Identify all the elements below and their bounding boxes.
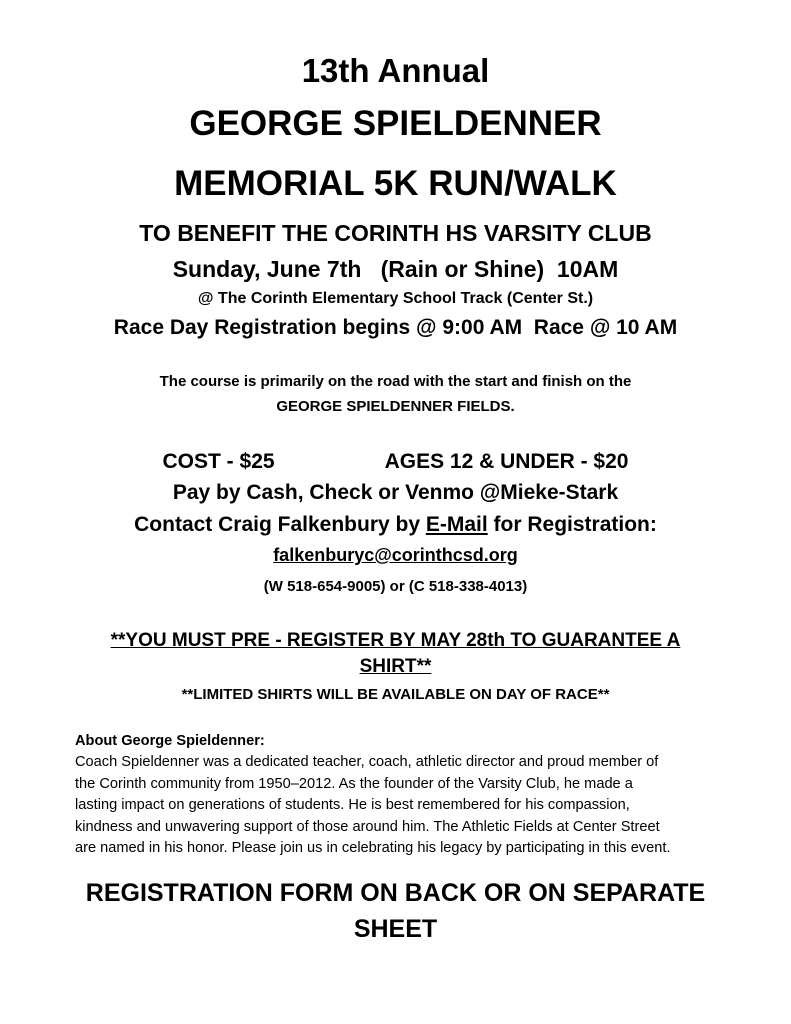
about-heading: About George Spieldenner: [75, 733, 265, 749]
preregister-line-2: SHIRT** [359, 656, 432, 677]
title-name: GEORGE SPIELDENNER [189, 104, 602, 143]
limited-shirts-line: **LIMITED SHIRTS WILL BE AVAILABLE ON DAY OF RACE** [181, 686, 610, 703]
about-line: lasting impact on generations of students. He is best remembered for his compassion, [75, 797, 630, 814]
about-line: are named in his honor. Please join us in celebrating his legacy by participating in this event. [75, 840, 671, 857]
contact-suffix: for Registration: [487, 513, 657, 536]
registration-time-line: Race Day Registration begins @ 9:00 AM Race @ 10 AM [113, 316, 678, 339]
about-line: kindness and unwavering support of those around him. The Athletic Fields at Center Street [75, 818, 660, 835]
cost-adult: COST - $25 [162, 450, 275, 473]
title-event: MEMORIAL 5K RUN/WALK [174, 164, 617, 203]
phone-numbers: (W 518-654-9005) or (C 518-338-4013) [263, 578, 528, 595]
title-annual: 13th Annual [301, 52, 490, 89]
cost-youth: AGES 12 & UNDER - $20 [384, 450, 629, 473]
form-line-1: REGISTRATION FORM ON BACK OR ON SEPARATE [85, 879, 706, 907]
about-line: Coach Spieldenner was a dedicated teacher, coach, athletic director and proud member of [75, 754, 659, 771]
form-line-2: SHEET [353, 915, 438, 943]
benefit-line: TO BENEFIT THE CORINTH HS VARSITY CLUB [139, 220, 652, 246]
about-line: the Corinth community from 1950–2012. As the founder of the Varsity Club, he made a [75, 775, 633, 792]
email-link-label[interactable]: E-Mail [425, 513, 488, 536]
course-line-2: GEORGE SPIELDENNER FIELDS. [276, 398, 515, 415]
payment-line: Pay by Cash, Check or Venmo @Mieke-Stark [172, 481, 619, 504]
contact-prefix: Contact Craig Falkenbury by [134, 513, 426, 536]
course-line-1: The course is primarily on the road with the start and finish on the [159, 373, 632, 390]
about-section [75, 731, 725, 859]
preregister-line-1: **YOU MUST PRE - REGISTER BY MAY 28th TO GUARANTEE A [110, 630, 681, 651]
cost-row [0, 450, 791, 474]
contact-line [0, 513, 791, 537]
email-address[interactable]: falkenburyc@corinthcsd.org [273, 545, 518, 565]
location-line: @ The Corinth Elementary School Track (Center St.) [197, 290, 594, 307]
date-line: Sunday, June 7th (Rain or Shine) 10AM [172, 256, 619, 282]
